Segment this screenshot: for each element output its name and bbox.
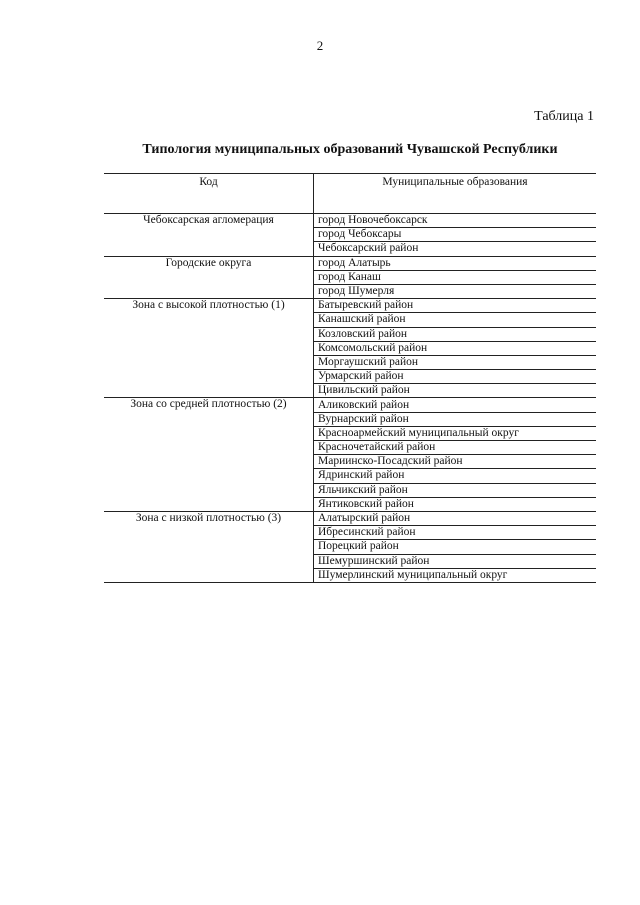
group-code-cell: Зона со средней плотностью (2): [104, 398, 314, 512]
municipality-cell: Шемуршинский район: [314, 554, 597, 568]
municipality-cell: Моргаушский район: [314, 355, 597, 369]
municipality-cell: город Алатырь: [314, 256, 597, 270]
header-municipalities: Муниципальные образования: [314, 174, 597, 214]
municipality-cell: Алатырский район: [314, 511, 597, 525]
group-code-cell: Зона с низкой плотностью (3): [104, 511, 314, 582]
table-row: [104, 256, 596, 270]
municipality-cell: Цивильский район: [314, 384, 597, 398]
municipality-cell: Красночетайский район: [314, 441, 597, 455]
municipality-cell: город Канаш: [314, 270, 597, 284]
table-label: Таблица 1: [534, 109, 594, 124]
municipality-cell: Комсомольский район: [314, 341, 597, 355]
municipality-cell: город Шумерля: [314, 284, 597, 298]
typology-table: [104, 173, 596, 583]
table-row: [104, 398, 596, 412]
table-row: [104, 299, 596, 313]
municipality-cell: Урмарский район: [314, 370, 597, 384]
municipality-cell: Канашский район: [314, 313, 597, 327]
document-title: Типология муниципальных образований Чувашской Республики: [142, 142, 558, 157]
table-row: [104, 511, 596, 525]
municipality-cell: Порецкий район: [314, 540, 597, 554]
group-code-cell: Зона с высокой плотностью (1): [104, 299, 314, 398]
municipality-cell: Ядринский район: [314, 469, 597, 483]
header-code: Код: [104, 174, 314, 214]
municipality-cell: Вурнарский район: [314, 412, 597, 426]
municipality-cell: Шумерлинский муниципальный округ: [314, 568, 597, 582]
municipality-cell: Ибресинский район: [314, 526, 597, 540]
municipality-cell: Красноармейский муниципальный округ: [314, 426, 597, 440]
municipality-cell: город Новочебоксарск: [314, 214, 597, 228]
municipality-cell: Батыревский район: [314, 299, 597, 313]
page-number: 2: [316, 38, 324, 53]
municipality-cell: Янтиковский район: [314, 497, 597, 511]
table-header-row: [104, 174, 596, 214]
municipality-cell: Аликовский район: [314, 398, 597, 412]
table-row: [104, 214, 596, 228]
municipality-cell: Чебоксарский район: [314, 242, 597, 256]
municipality-cell: Яльчикский район: [314, 483, 597, 497]
group-code-cell: Городские округа: [104, 256, 314, 299]
municipality-cell: Мариинско-Посадский район: [314, 455, 597, 469]
group-code-cell: Чебоксарская агломерация: [104, 214, 314, 257]
municipality-cell: город Чебоксары: [314, 228, 597, 242]
municipality-cell: Козловский район: [314, 327, 597, 341]
table-body: [104, 214, 596, 583]
